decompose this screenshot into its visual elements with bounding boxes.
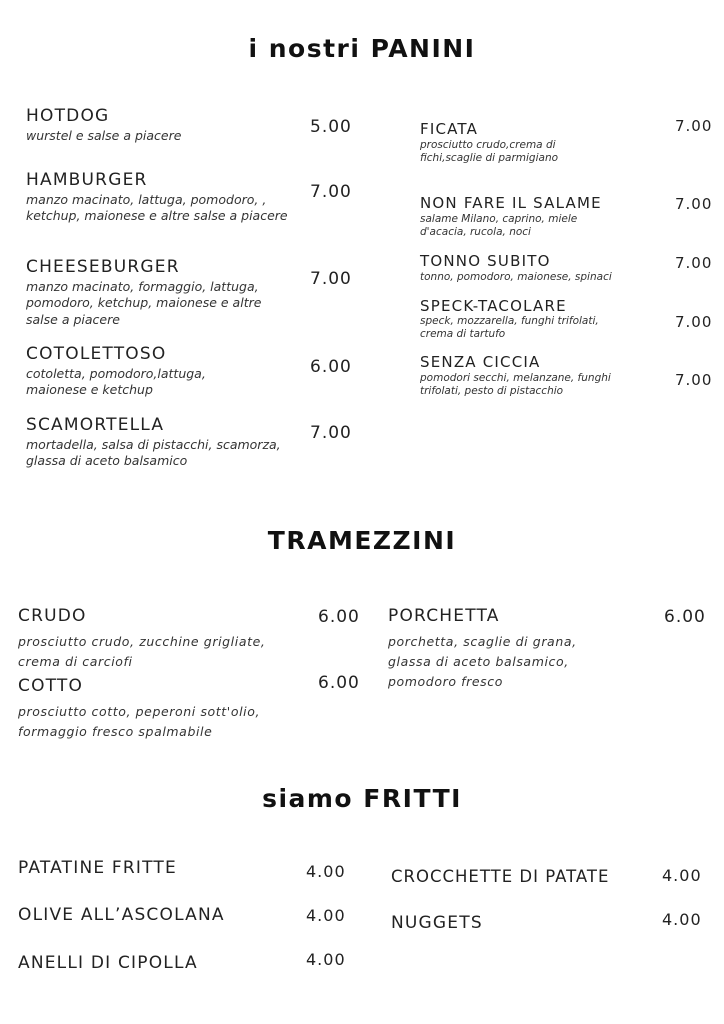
item-name: ANELLI DI CIPOLLA (18, 953, 198, 973)
item-name: SENZA CICCIA (420, 353, 541, 371)
item-description: porchetta, scaglie di grana, glassa di aceto balsamico, pomodoro fresco (388, 634, 577, 689)
item-name: HOTDOG (26, 106, 110, 126)
item-price: 6.00 (318, 607, 360, 627)
item-description: cotoletta, pomodoro,lattuga, maionese e ketchup (26, 366, 206, 398)
item-price: 7.00 (310, 182, 352, 202)
item-name: COTTO (18, 676, 84, 696)
panini-title: i nostri PANINI (248, 34, 476, 63)
tramezzini-title: TRAMEZZINI (267, 526, 457, 555)
item-name: TONNO SUBITO (420, 252, 551, 270)
item-name: OLIVE ALL’ASCOLANA (18, 905, 225, 925)
item-price: 5.00 (310, 117, 352, 137)
item-name: NON FARE IL SALAME (420, 194, 602, 212)
item-name: CRUDO (18, 606, 87, 626)
item-description: manzo macinato, lattuga, pomodoro, , ketchup, maionese e altre salse a piacere (26, 192, 288, 224)
item-price: 4.00 (306, 862, 346, 881)
item-price: 6.00 (664, 607, 706, 627)
item-description: speck, mozzarella, funghi trifolati, crema di tartufo (420, 315, 599, 341)
item-name: CHEESEBURGER (26, 257, 180, 277)
item-description: mortadella, salsa di pistacchi, scamorza, glassa di aceto balsamico (26, 437, 281, 469)
item-price: 4.00 (306, 950, 346, 969)
item-name: PATATINE FRITTE (18, 858, 177, 878)
item-description: pomodori secchi, melanzane, funghi trifolati, pesto di pistacchio (420, 372, 611, 398)
item-description: manzo macinato, formaggio, lattuga, pomodoro, ketchup, maionese e altre salse a piacere (26, 279, 262, 327)
item-price: 4.00 (662, 910, 702, 929)
item-description: prosciutto cotto, peperoni sott'olio, formaggio fresco spalmabile (18, 704, 261, 739)
item-name: NUGGETS (391, 913, 483, 933)
item-price: 7.00 (675, 117, 713, 135)
item-description: prosciutto crudo,crema di fichi,scaglie di parmigiano (420, 139, 559, 165)
item-description: salame Milano, caprino, miele d'acacia, rucola, noci (420, 213, 578, 239)
item-price: 7.00 (675, 371, 713, 389)
item-price: 7.00 (675, 195, 713, 213)
item-name: SPECK-TACOLARE (420, 297, 567, 315)
item-description: tonno, pomodoro, maionese, spinaci (420, 271, 612, 283)
item-price: 4.00 (662, 866, 702, 885)
item-price: 7.00 (675, 254, 713, 272)
item-description: wurstel e salse a piacere (26, 128, 182, 143)
item-price: 4.00 (306, 906, 346, 925)
item-price: 7.00 (310, 423, 352, 443)
item-price: 7.00 (675, 313, 713, 331)
item-price: 7.00 (310, 269, 352, 289)
item-name: SCAMORTELLA (26, 415, 165, 435)
item-name: FICATA (420, 120, 479, 138)
item-name: CROCCHETTE DI PATATE (391, 867, 610, 886)
item-name: PORCHETTA (388, 606, 500, 626)
item-name: COTOLETTOSO (26, 344, 167, 364)
item-price: 6.00 (318, 673, 360, 693)
item-name: HAMBURGER (26, 170, 148, 190)
fritti-title: siamo FRITTI (262, 784, 462, 813)
item-description: prosciutto crudo, zucchine grigliate, crema di carciofi (18, 634, 266, 669)
item-price: 6.00 (310, 357, 352, 377)
